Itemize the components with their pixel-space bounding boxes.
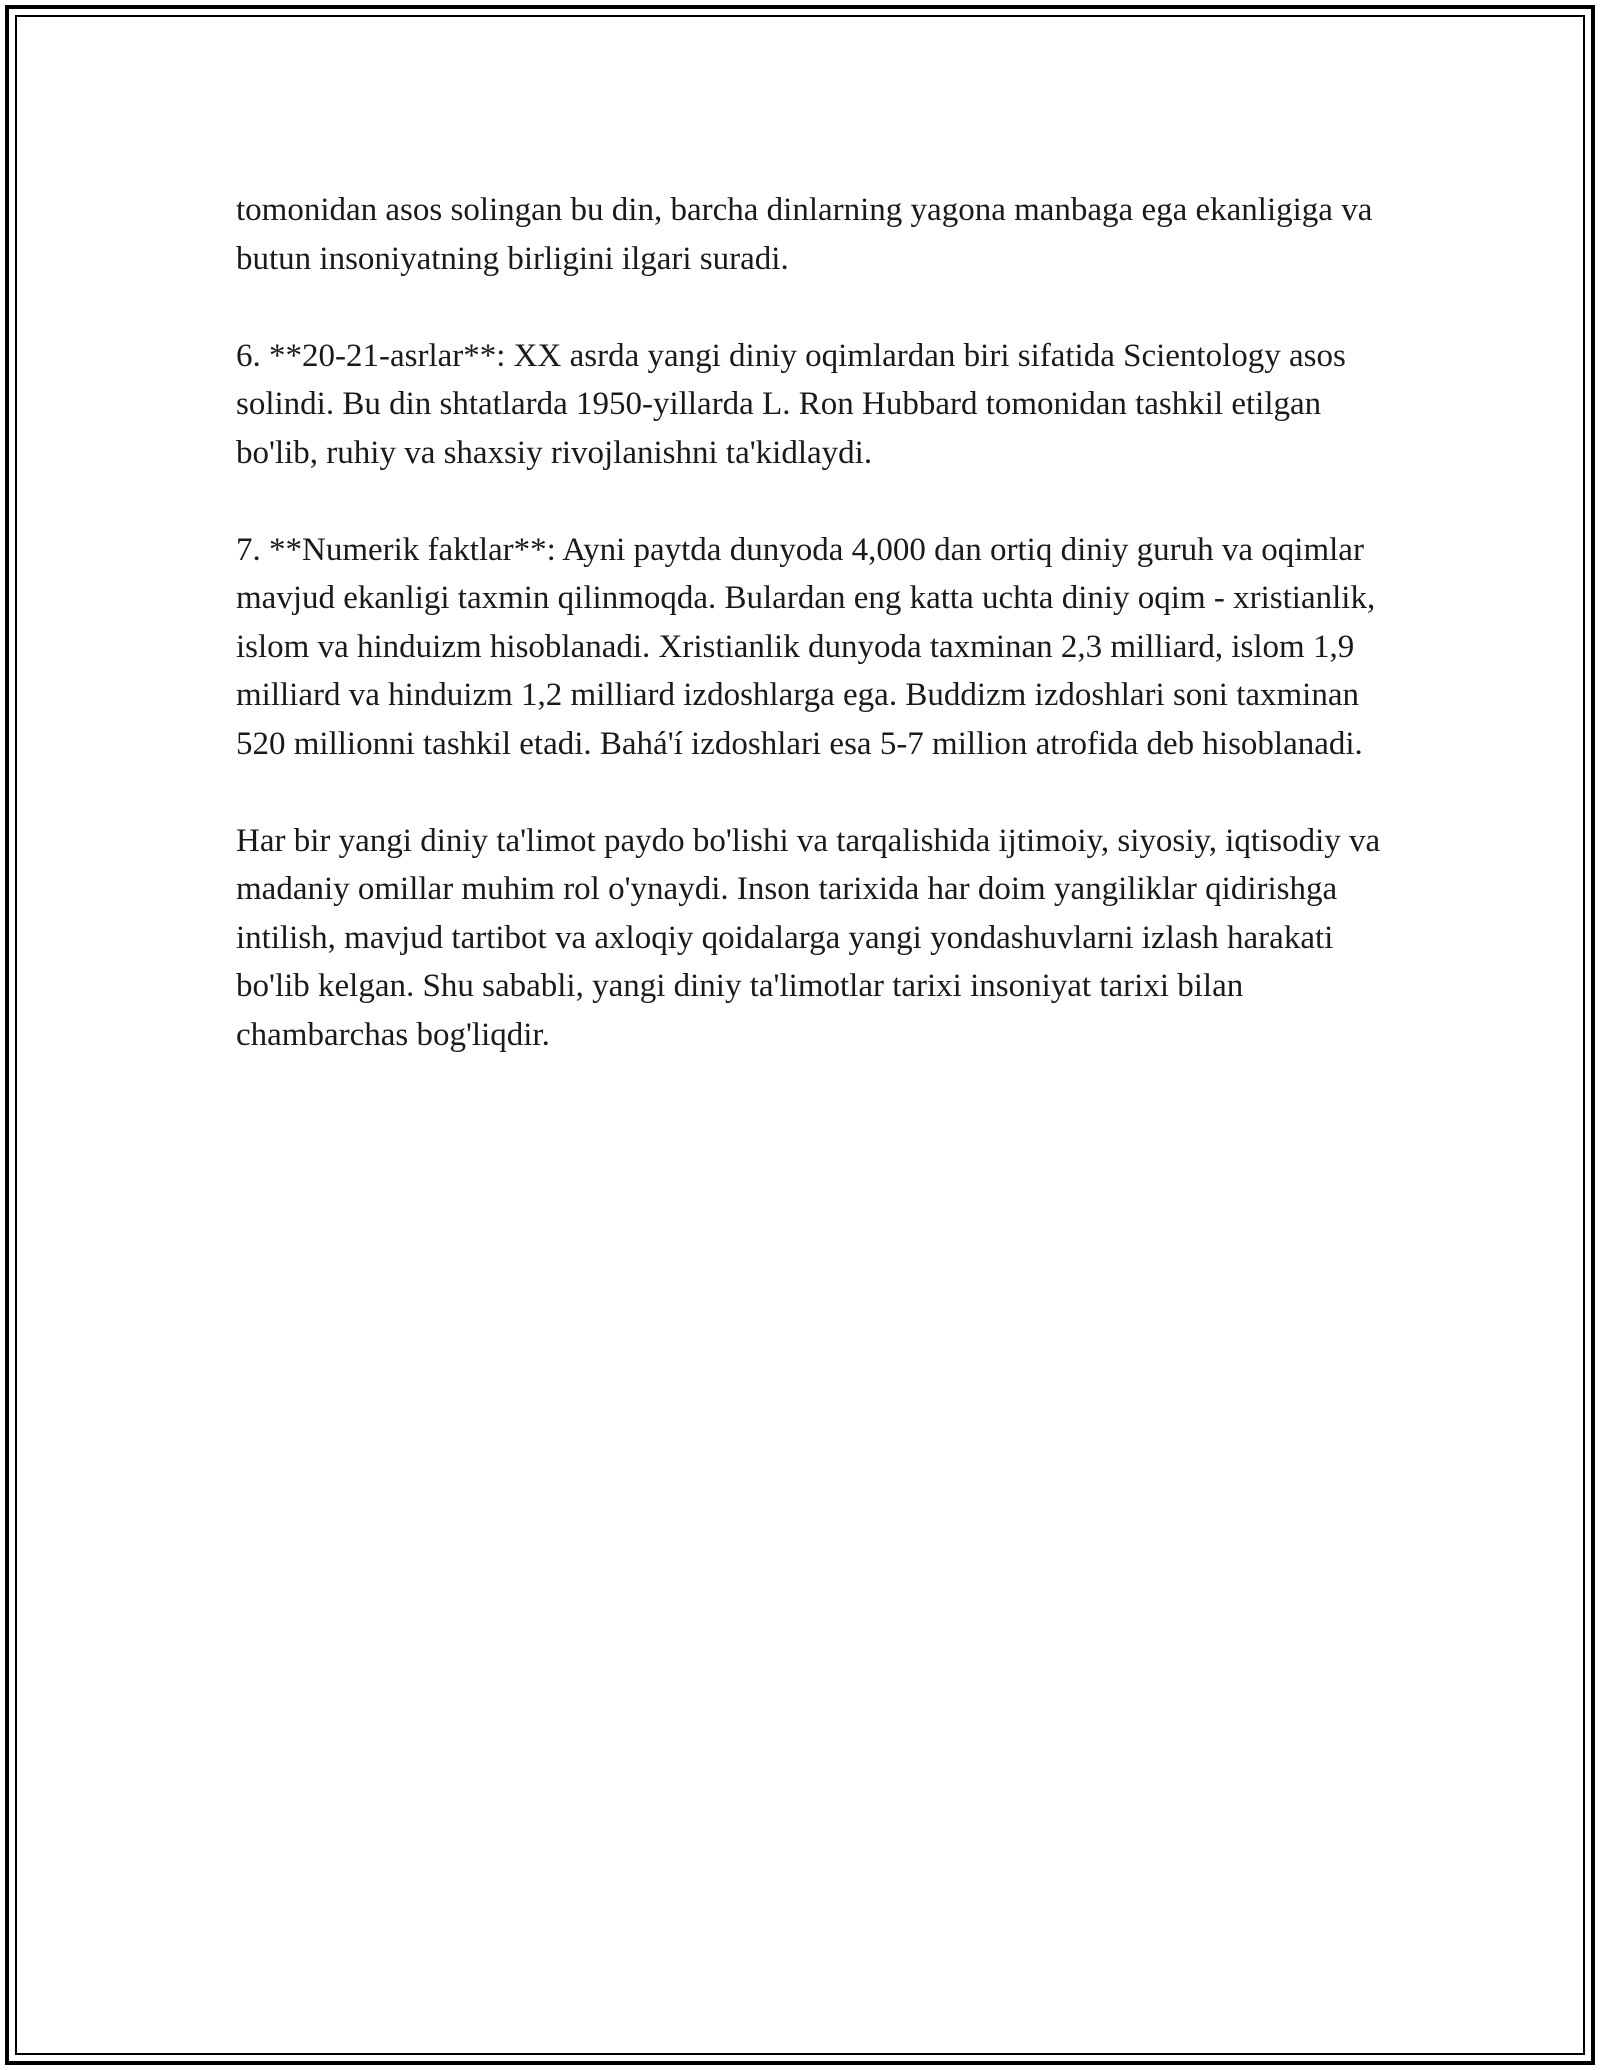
paragraph-continuation: tomonidan asos solingan bu din, barcha dinlarning yagona manbaga ega ekanligiga va butun insoniyatning birligini ilgari suradi. xyxy=(236,192,1373,277)
paragraph-item-6: 6. **20-21-asrlar**: XX asrda yangi diniy oqimlardan biri sifatida Scientology asos solindi. Bu din shtatlarda 1950-yillarda L. Ron Hubbard tomonidan tashkil etilgan bo'lib, ruhiy va shaxsiy rivojlanishni ta'kidlaydi. xyxy=(236,337,1346,471)
paragraph-item-7: 7. **Numerik faktlar**: Ayni paytda dunyoda 4,000 dan ortiq diniy guruh va oqimlar mavjud ekanligi taxmin qilinmoqda. Bulardan eng katta uchta diniy oqim - xristianlik, islom va hinduizm hisoblanadi. Xristianlik dunyoda taxminan 2,3 milliard, islom 1,9 milliard va hinduizm 1,2 milliard izdoshlarga ega. Buddizm izdoshlari soni taxminan 520 millionni tashkil etadi. Bahá'í izdoshlari esa 5-7 million atrofida deb hisoblanadi. xyxy=(236,531,1376,762)
document-body xyxy=(236,186,1386,1108)
paragraph-conclusion: Har bir yangi diniy ta'limot paydo bo'lishi va tarqalishida ijtimoiy, siyosiy, iqtisodiy va madaniy omillar muhim rol o'ynaydi. Inson tarixida har doim yangiliklar qidirishga intilish, mavjud tartibot va axloqiy qoidalarga yangi yondashuvlarni izlash harakati bo'lib kelgan. Shu sababli, yangi diniy ta'limotlar tarixi insoniyat tarixi bilan chambarchas bog'liqdir. xyxy=(236,822,1381,1053)
